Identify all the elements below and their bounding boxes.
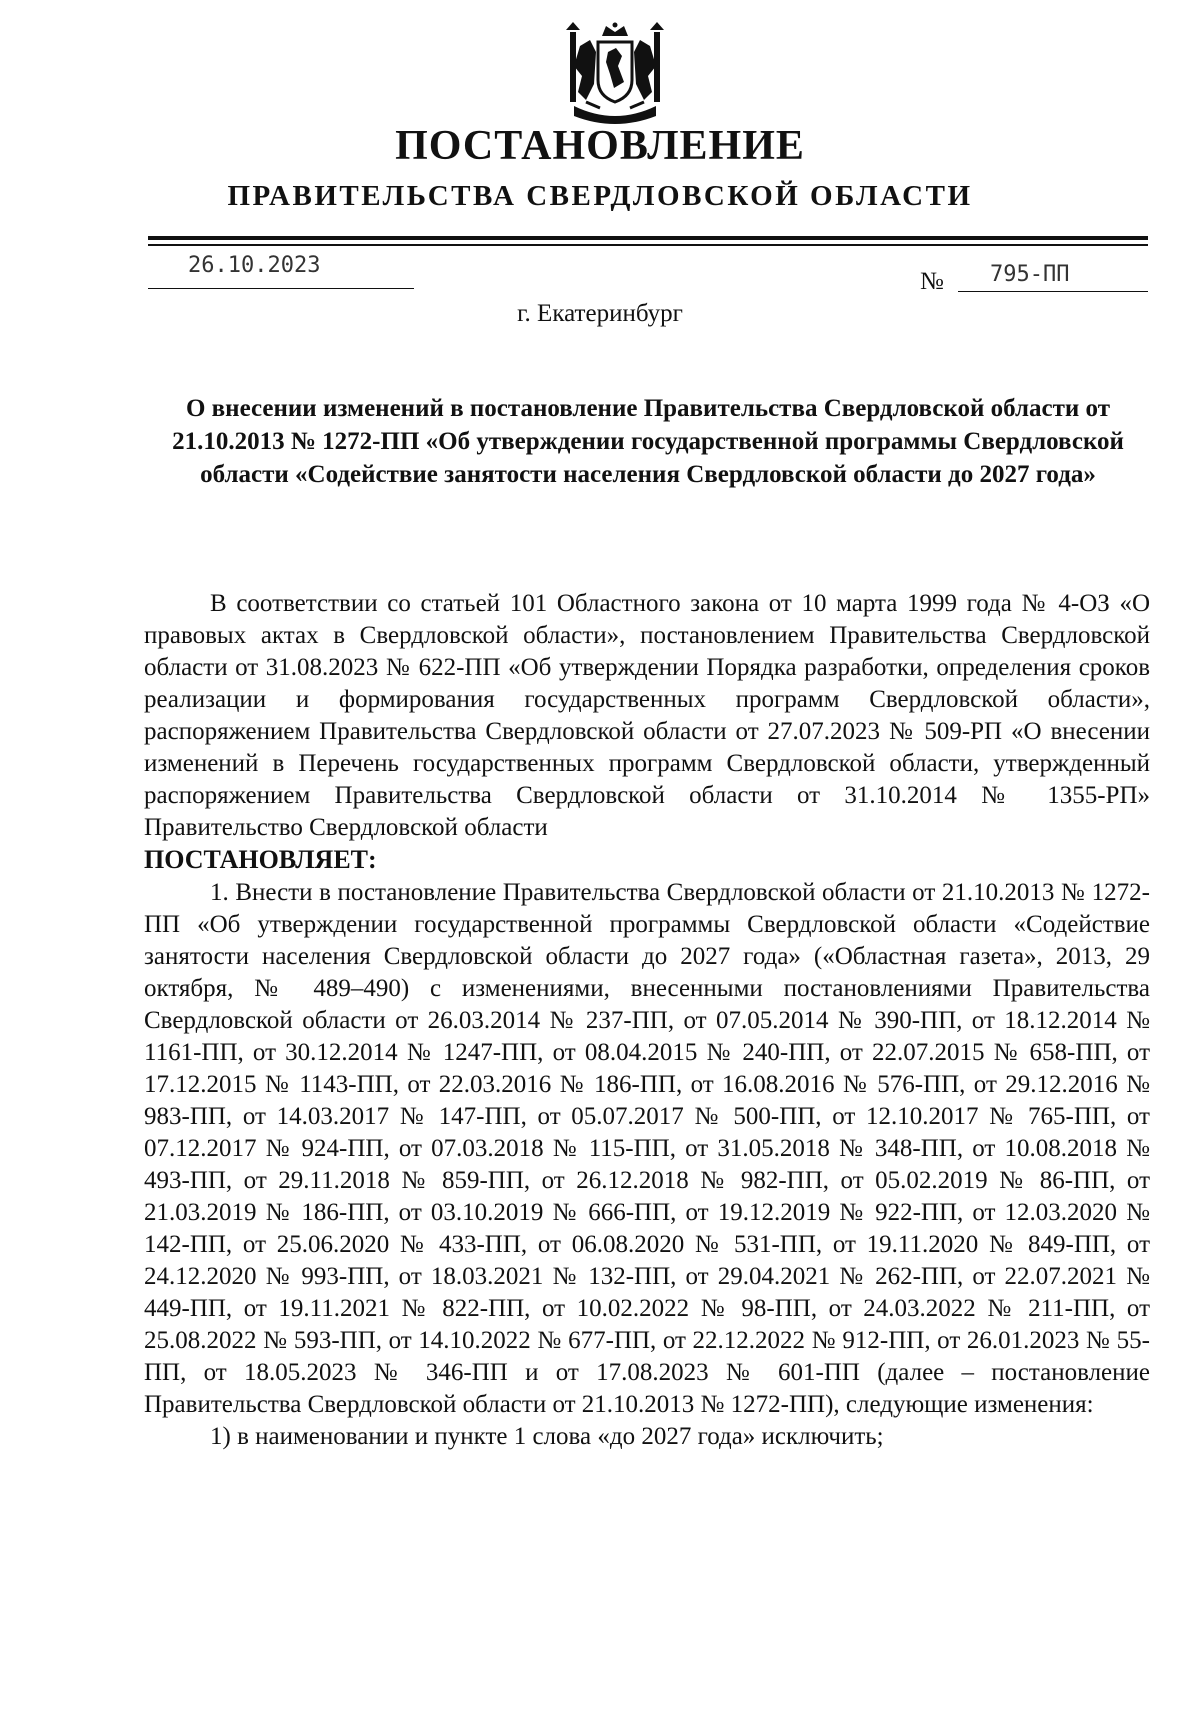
document-date: 26.10.2023 [188,253,321,278]
document-body [144,588,1150,1453]
decree-word [144,844,1150,877]
decree-word-text: ПОСТАНОВЛЯЕТ: [144,845,377,874]
date-underline [148,288,414,289]
number-underline [958,291,1148,292]
place-of-issue: г. Екатеринбург [517,300,683,327]
preamble-paragraph: В соответствии со статьей 101 Областного закона от 10 марта 1999 года № 4-ОЗ «О правовых актах в Свердловской области», постановлением Правительства Свердловской области от 31.08.2023 № 622-ПП «Об утверждении Порядка разработки, определения сроков реализации и формирования государственных программ Свердловской области», распоряжением Правительства Свердловской области от 27.07.2023 № 509-РП «О внесении изменений в Перечень государственных программ Свердловской области, утвержденный распоряжением Правительства Свердловской области от 31.10.2014 № 1355-РП» Правительство Свердловской области [144,590,1150,841]
document-heading: О внесении изменений в постановление Правительства Свердловской области от 21.10.2013 № 1272-ПП «Об утверждении государственной программы Свердловской области «Содействие занятости населения Свердловской области до 2027 года» [172,395,1124,488]
document-number: 795-ПП [990,262,1070,287]
document-title: ПОСТАНОВЛЕНИЕ [395,123,805,169]
number-sign: № [920,268,944,295]
coat-of-arms-icon [560,22,670,130]
issuing-authority: ПРАВИТЕЛЬСТВА СВЕРДЛОВСКОЙ ОБЛАСТИ [227,180,973,212]
header-divider-thick [148,236,1148,240]
subitem-1-paragraph: 1) в наименовании и пункте 1 слова «до 2027 года» исключить; [210,1423,884,1450]
item-1-paragraph: 1. Внести в постановление Правительства Свердловской области от 21.10.2013 № 1272-ПП «Об утверждении государственной программы Свердловской области «Содействие занятости населения Свердловской области до 2027 года» («Областная газета», 2013, 29 октября, № 489–490) с изменениями, внесенными постановлениями Правительства Свердловской области от 26.03.2014 № 237-ПП, от 07.05.2014 № 390-ПП, от 18.12.2014 № 1161-ПП, от 30.12.2014 № 1247-ПП, от 08.04.2015 № 240-ПП, от 22.07.2015 № 658-ПП, от 17.12.2015 № 1143-ПП, от 22.03.2016 № 186-ПП, от 16.08.2016 № 576-ПП, от 29.12.2016 № 983-ПП, от 14.03.2017 № 147-ПП, от 05.07.2017 № 500-ПП, от 12.10.2017 № 765-ПП, от 07.12.2017 № 924-ПП, от 07.03.2018 № 115-ПП, от 31.05.2018 № 348-ПП, от 10.08.2018 № 493-ПП, от 29.11.2018 № 859-ПП, от 26.12.2018 № 982-ПП, от 05.02.2019 № 86-ПП, от 21.03.2019 № 186-ПП, от 03.10.2019 № 666-ПП, от 19.12.2019 № 922-ПП, от 12.03.2020 № 142-ПП, от 25.06.2020 № 433-ПП, от 06.08.2020 № 531-ПП, от 19.11.2020 № 849-ПП, от 24.12.2020 № 993-ПП, от 18.03.2021 № 132-ПП, от 29.04.2021 № 262-ПП, от 22.07.2021 № 449-ПП, от 19.11.2021 № 822-ПП, от 10.02.2022 № 98-ПП, от 24.03.2022 № 211-ПП, от 25.08.2022 № 593-ПП, от 14.10.2022 № 677-ПП, от 22.12.2022 № 912-ПП, от 26.01.2023 № 55-ПП, от 18.05.2023 № 346-ПП и от 17.08.2023 № 601-ПП (далее – постановление Правительства Свердловской области от 21.10.2013 № 1272-ПП), следующие изменения: [144,879,1150,1418]
header-divider-thin [148,244,1148,246]
